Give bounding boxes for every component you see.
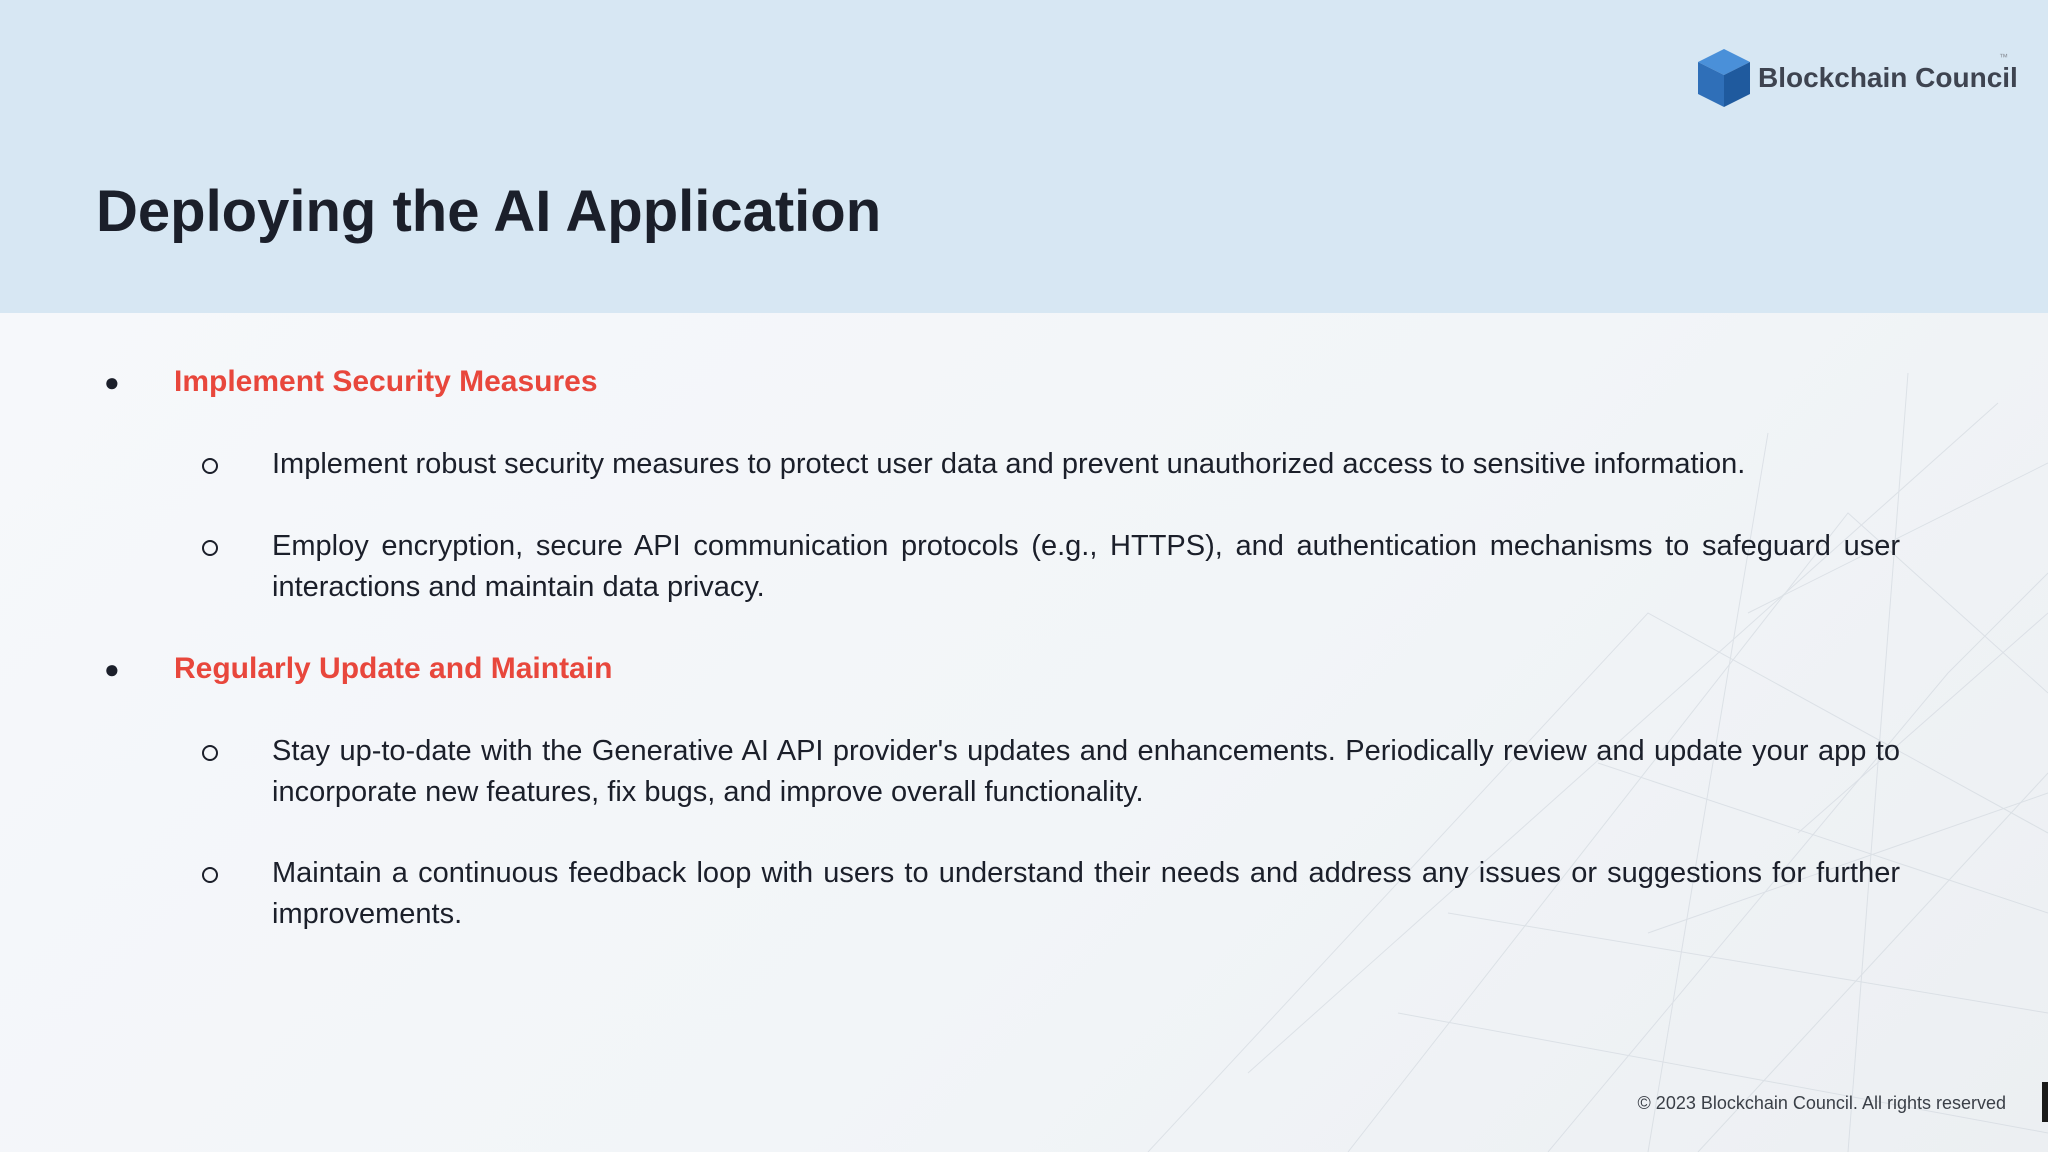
sub-bullet-marker [200, 731, 272, 813]
brand-name: Blockchain Council [1758, 62, 2018, 93]
sub-bullet-marker [200, 853, 272, 935]
list-item [200, 444, 1900, 485]
section-heading: Regularly Update and Maintain [174, 652, 613, 685]
sub-bullet-marker [200, 526, 272, 608]
list-item-text: Stay up-to-date with the Generative AI API provider's updates and enhancements. Periodically review and update your app to incorporate new features, fix bugs, and improve overall functionality. [272, 735, 1900, 808]
list-item [200, 731, 1900, 813]
list-item-text: Maintain a continuous feedback loop with users to understand their needs and address any issues or suggestions for further improvements. [272, 857, 1900, 930]
slide-title: Deploying the AI Application [96, 179, 882, 244]
list-item-text: Employ encryption, secure API communication protocols (e.g., HTTPS), and authentication mechanisms to safeguard user interactions and maintain data privacy. [272, 530, 1900, 603]
bullet-marker: ● [104, 654, 120, 684]
section-maintenance [100, 649, 612, 689]
section-security [100, 362, 598, 402]
list-item-text: Implement robust security measures to protect user data and prevent unauthorized access to sensitive information. [272, 448, 1746, 480]
blue-cube-icon [1696, 47, 1752, 109]
trademark-symbol: ™ [1999, 52, 2008, 62]
list-item [200, 526, 1900, 608]
sub-bullet-marker [200, 444, 272, 485]
brand-logo [1696, 46, 2018, 110]
section-heading: Implement Security Measures [174, 365, 598, 398]
bullet-marker: ● [104, 367, 120, 397]
copyright-footer: © 2023 Blockchain Council. All rights reserved [1637, 1093, 2006, 1113]
list-item [200, 853, 1900, 935]
edge-marker [2042, 1082, 2048, 1122]
